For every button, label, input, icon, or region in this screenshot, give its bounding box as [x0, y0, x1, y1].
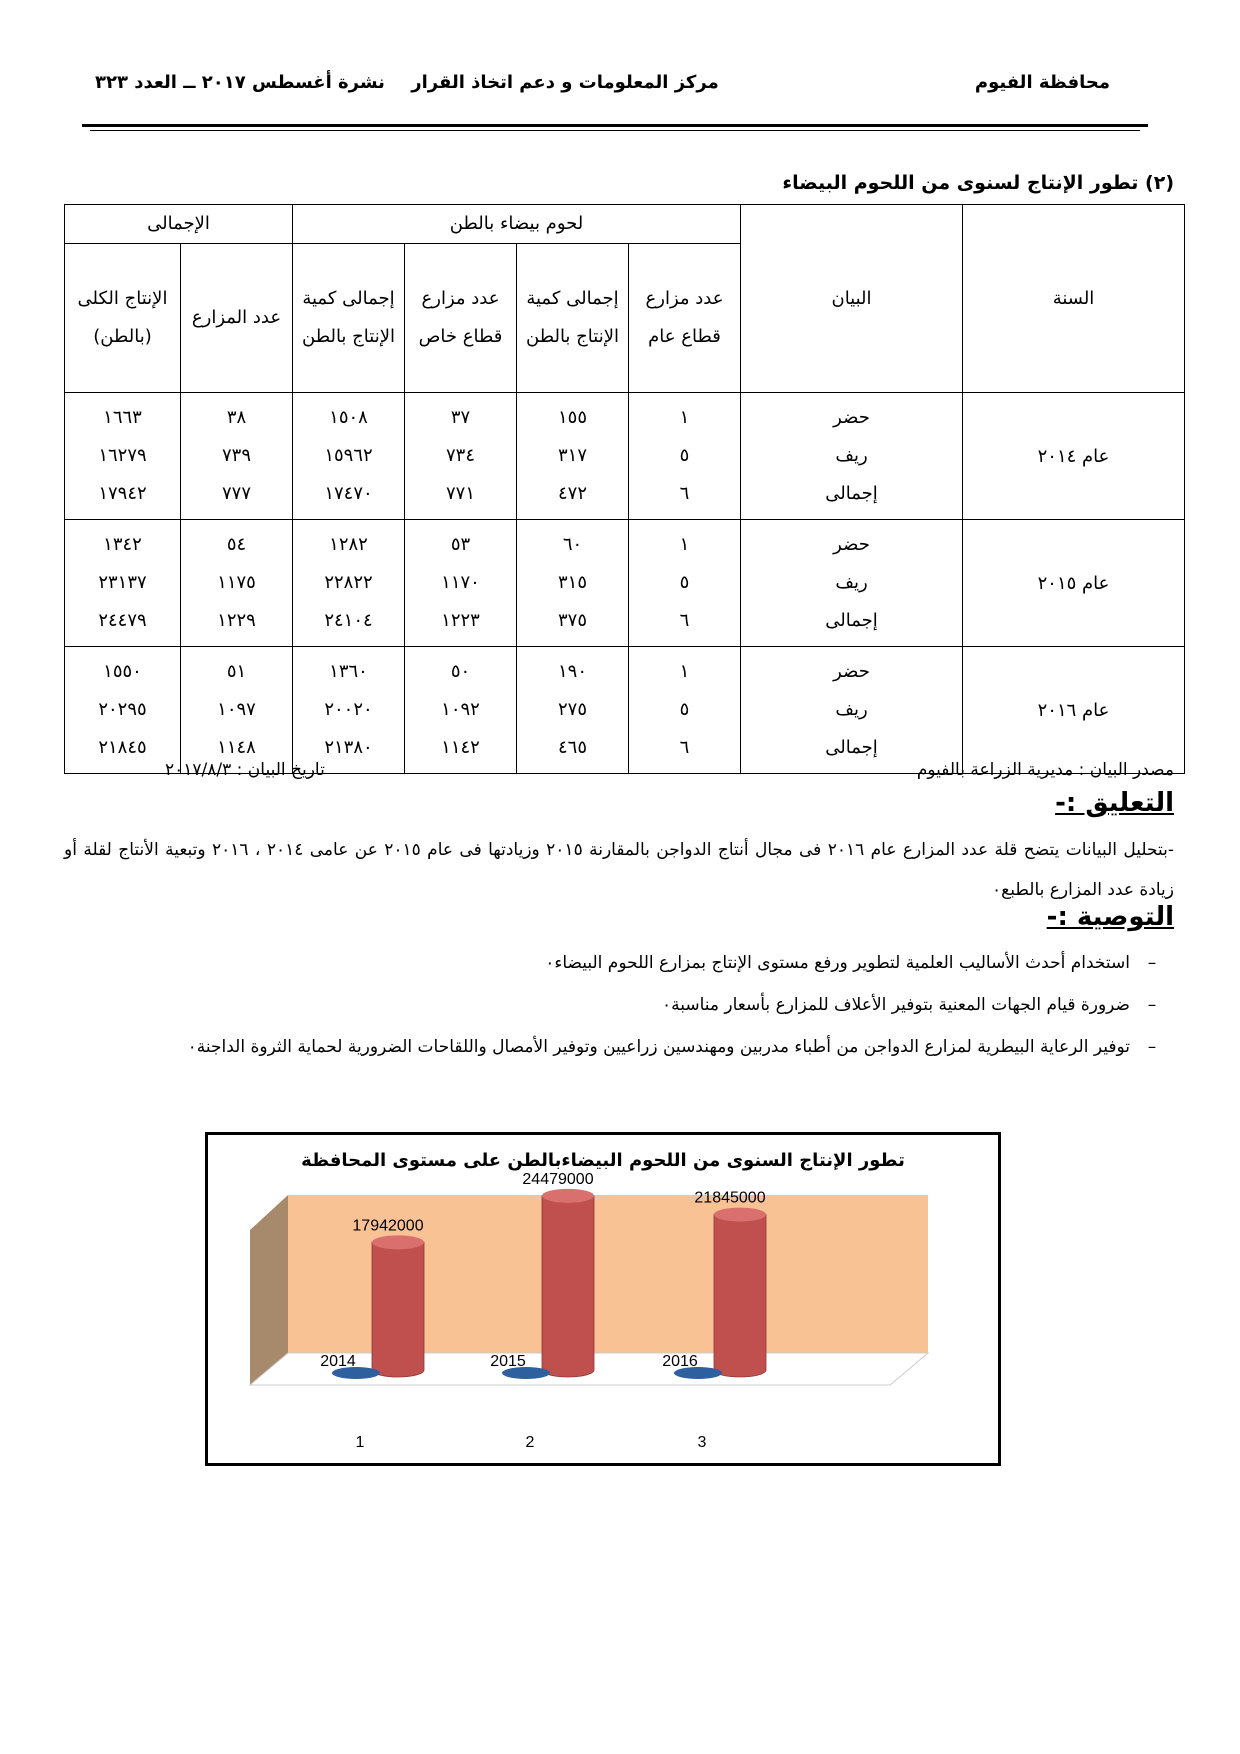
dash-bullet: –	[1147, 995, 1157, 1015]
recommendation-item	[188, 942, 1174, 984]
value: ١٢٢٩	[217, 610, 256, 631]
bayan-label: ريف	[835, 699, 868, 720]
private-qty-cell	[293, 393, 405, 520]
section-title: (٢) تطور الإنتاج لسنوى من اللحوم البيضاء	[782, 172, 1174, 194]
value: ٧٣٩	[221, 445, 251, 466]
value: ٣٧٥	[557, 610, 587, 631]
value: ١١٧٠	[441, 572, 480, 593]
bar	[372, 1242, 424, 1377]
production-chart	[208, 1170, 998, 1460]
table-row	[65, 393, 1185, 520]
data-label: 24479000	[522, 1170, 594, 1188]
value: ٢١٨٤٥	[98, 737, 147, 758]
bayan-label: إجمالى	[825, 610, 878, 631]
recommendation-list	[188, 942, 1174, 1068]
total-farms-cell	[181, 520, 293, 647]
year-cell: عام ٢٠١٥	[963, 520, 1185, 647]
recommendation-item	[188, 984, 1174, 1026]
comment-text: -بتحليل البيانات يتضح قلة عدد المزارع عام ٢٠١٦ فى مجال أنتاج الدواجن بالمقارنة ٢٠١٥ وزيادتها فى عام ٢٠١٥ عن عامى ٢٠١٤ ، ٢٠١٦ وتبعية الأنتاج لقلة أو زيادة عدد المزارع بالطبع٠	[64, 840, 1174, 900]
public-farms-cell	[629, 647, 741, 774]
bayan-label: ريف	[835, 445, 868, 466]
public-farms-cell	[629, 393, 741, 520]
small-data-label: 2014	[320, 1353, 356, 1370]
value: ١	[679, 407, 690, 428]
bar-top	[372, 1235, 424, 1249]
value: ٥٠	[450, 661, 471, 682]
recommendation-item	[188, 1026, 1174, 1068]
bayan-label: حضر	[833, 661, 870, 682]
bayan-label: إجمالى	[825, 483, 878, 504]
value: ٢٠٠٢٠	[324, 699, 373, 720]
total-farms-cell	[181, 393, 293, 520]
value: ١٢٨٢	[329, 534, 368, 555]
total-production-cell	[65, 393, 181, 520]
value: ١٣٤٢	[103, 534, 142, 555]
value: ١٣٦٠	[329, 661, 368, 682]
value: ٧٧٧	[221, 483, 251, 504]
col-public-farms: عدد مزارع قطاع عام	[629, 244, 741, 393]
value: ٢٠٢٩٥	[98, 699, 147, 720]
value: ٦	[679, 610, 690, 631]
bayan-label: إجمالى	[825, 737, 878, 758]
private-qty-cell	[293, 647, 405, 774]
public-qty-cell	[517, 647, 629, 774]
value: ١٠٩٢	[441, 699, 480, 720]
x-tick-label: 3	[697, 1434, 707, 1451]
value: ٢١٣٨٠	[324, 737, 373, 758]
group-white-meat: لحوم بيضاء بالطن	[293, 205, 741, 244]
table-row	[65, 520, 1185, 647]
bar	[542, 1196, 594, 1377]
col-private-farms: عدد مزارع قطاع خاص	[405, 244, 517, 393]
dash-bullet: –	[1147, 1037, 1157, 1057]
header-rule-thin	[90, 130, 1140, 131]
chart-side-wall	[250, 1195, 288, 1385]
value: ٥	[679, 572, 690, 593]
value: ١٢٢٣	[441, 610, 480, 631]
header-rule	[82, 124, 1148, 127]
year-cell: عام ٢٠١٦	[963, 647, 1185, 774]
value: ١	[679, 661, 690, 682]
header-governorate: محافظة الفيوم	[974, 72, 1110, 93]
value: ٢٣١٣٧	[98, 572, 147, 593]
data-label: 21845000	[694, 1189, 766, 1207]
value: ٦	[679, 737, 690, 758]
col-year: السنة	[963, 205, 1185, 393]
col-public-qty: إجمالى كمية الإنتاج بالطن	[517, 244, 629, 393]
recommendation-text: ضرورة قيام الجهات المعنية بتوفير الأعلاف للمزارع بأسعار مناسبة٠	[661, 995, 1130, 1015]
bayan-label: ريف	[835, 572, 868, 593]
private-farms-cell	[405, 520, 517, 647]
col-private-qty: إجمالى كمية الإنتاج بالطن	[293, 244, 405, 393]
total-farms-cell	[181, 647, 293, 774]
table-row	[65, 647, 1185, 774]
value: ١٦٦٣	[103, 407, 142, 428]
private-farms-cell	[405, 393, 517, 520]
x-tick-label: 1	[355, 1434, 365, 1451]
table-body	[65, 393, 1185, 774]
value: ١٧٩٤٢	[98, 483, 147, 504]
header-center-name: مركز المعلومات و دعم اتخاذ القرار	[411, 72, 719, 93]
value: ٢٤٤٧٩	[98, 610, 147, 631]
small-data-label: 2016	[662, 1353, 698, 1370]
value: ١١٤٢	[441, 737, 480, 758]
x-tick-label: 2	[525, 1434, 535, 1451]
bar	[714, 1215, 766, 1377]
bar-top	[714, 1208, 766, 1222]
value: ٢٤١٠٤	[324, 610, 373, 631]
total-production-cell	[65, 647, 181, 774]
value: ١٧٤٧٠	[324, 483, 373, 504]
data-label: 17942000	[352, 1217, 424, 1235]
value: ١٠٩٧	[217, 699, 256, 720]
public-qty-cell	[517, 520, 629, 647]
bar-top	[542, 1189, 594, 1203]
private-farms-cell	[405, 647, 517, 774]
value: ١٩٠	[557, 661, 587, 682]
recommendation-heading: التوصية :-	[1046, 902, 1174, 932]
header-issue: نشرة أغسطس ٢٠١٧ ــ العدد ٣٢٣	[95, 72, 385, 93]
value: ٦٠	[562, 534, 583, 555]
value: ٢٢٨٢٢	[324, 572, 373, 593]
value: ١٦٢٧٩	[98, 445, 147, 466]
value: ١٥٠٨	[329, 407, 368, 428]
value: ٥	[679, 445, 690, 466]
bayan-cell	[741, 647, 963, 774]
value: ٥١	[226, 661, 247, 682]
value: ١٥٥٠	[103, 661, 142, 682]
value: ٣١٥	[557, 572, 587, 593]
public-farms-cell	[629, 520, 741, 647]
group-total: الإجمالى	[65, 205, 293, 244]
value: ٣١٧	[557, 445, 587, 466]
bayan-label: حضر	[833, 534, 870, 555]
private-qty-cell	[293, 520, 405, 647]
year-cell: عام ٢٠١٤	[963, 393, 1185, 520]
data-source: مصدر البيان : مديرية الزراعة بالفيوم	[916, 760, 1174, 780]
value: ١١٤٨	[217, 737, 256, 758]
value: ٣٧	[450, 407, 471, 428]
value: ١٥٥	[557, 407, 587, 428]
bayan-cell	[741, 520, 963, 647]
value: ١٥٩٦٢	[324, 445, 373, 466]
value: ٥٤	[226, 534, 247, 555]
value: ٤٦٥	[557, 737, 587, 758]
production-table	[64, 204, 1185, 774]
chart-title: تطور الإنتاج السنوى من اللحوم البيضاءبالطن على مستوى المحافظة	[301, 1150, 905, 1171]
comment-heading: التعليق :-	[1055, 788, 1174, 818]
value: ٧٧١	[445, 483, 475, 504]
col-total-production: الإنتاج الكلى (بالطن)	[65, 244, 181, 393]
bayan-cell	[741, 393, 963, 520]
col-bayan: البيان	[741, 205, 963, 393]
data-date: تاريخ البيان : ٢٠١٧/٨/٣	[165, 760, 325, 780]
value: ٢٧٥	[557, 699, 587, 720]
value: ٧٣٤	[445, 445, 475, 466]
total-production-cell	[65, 520, 181, 647]
value: ١	[679, 534, 690, 555]
value: ٣٨	[226, 407, 247, 428]
value: ١١٧٥	[217, 572, 256, 593]
value: ٦	[679, 483, 690, 504]
dash-bullet: –	[1147, 953, 1157, 973]
value: ٥	[679, 699, 690, 720]
value: ٥٣	[450, 534, 471, 555]
recommendation-text: استخدام أحدث الأساليب العلمية لتطوير ورفع مستوى الإنتاج بمزارع اللحوم البيضاء٠	[545, 953, 1130, 973]
bayan-label: حضر	[833, 407, 870, 428]
public-qty-cell	[517, 393, 629, 520]
col-total-farms: عدد المزارع	[181, 244, 293, 393]
small-data-label: 2015	[490, 1353, 526, 1370]
value: ٤٧٢	[557, 483, 587, 504]
recommendation-text: توفير الرعاية البيطرية لمزارع الدواجن من أطباء مدربين ومهندسين زراعيين وتوفير الأمصال واللقاحات الضرورية لحماية الثروة الداجنة٠	[187, 1037, 1130, 1057]
